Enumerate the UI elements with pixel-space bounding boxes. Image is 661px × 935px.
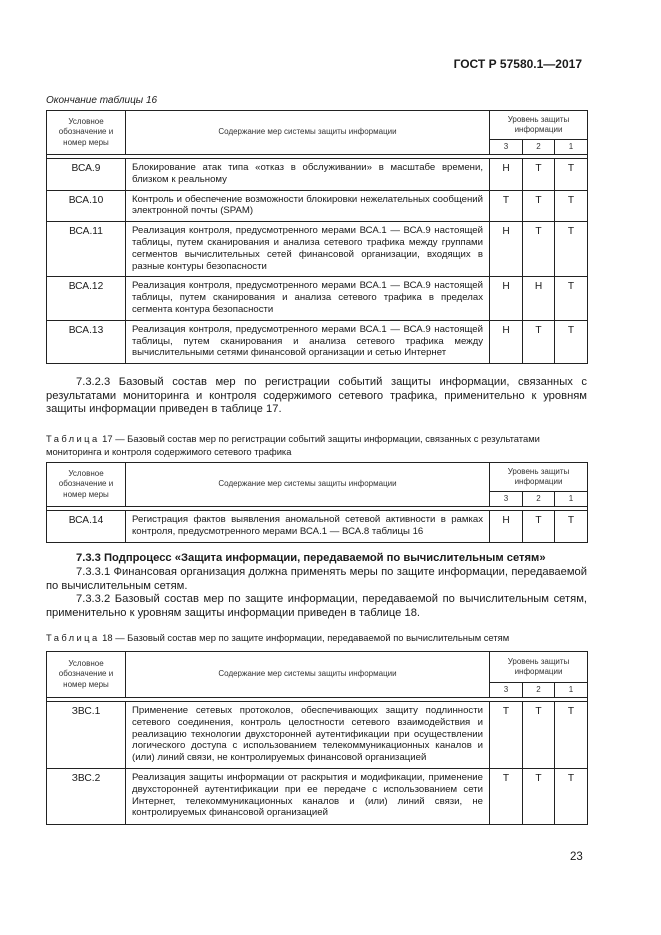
level-1-value: Т — [555, 190, 588, 222]
header-code: Условное обозначение и номер меры — [47, 111, 126, 155]
table-16 — [46, 110, 588, 364]
measure-text: Реализация защиты информации от раскрытия и модификации, применение двухсторонней аутентификации при ее передаче с использованием сети Интернет, телекоммуникационных каналов и (или) линий связи, не контролируемых финансовой организацией — [126, 768, 490, 824]
table-row — [47, 768, 588, 824]
table-row — [47, 190, 588, 222]
header-level-2: 2 — [523, 140, 555, 155]
header-code: Условное обозначение и номер меры — [47, 652, 126, 698]
header-content: Содержание мер системы защиты информации — [126, 652, 490, 698]
paragraph-7-3-3-2: 7.3.3.2 Базовый состав мер по защите информации, передаваемой по вычислительным сетям, применительно к уровням защиты информации приведен в таблице 18. — [46, 593, 587, 619]
measure-text: Применение сетевых протоколов, обеспечивающих защиту подлинности сетевого соединения, контроль целостности сетевого взаимодействия и реализацию технологии двухсторонней аутентификации при осуществлении логического доступа с использованием телекоммуникационных каналов и (или) линий связи, не контролируемых финансовой организацией — [126, 702, 490, 769]
level-1-value: Т — [555, 159, 588, 191]
measure-code: ВСА.9 — [47, 159, 126, 191]
level-3-value: Н — [490, 511, 523, 543]
measure-text: Реализация контроля, предусмотренного мерами ВСА.1 — ВСА.9 настоящей таблицы, путем сканирования и анализа сетевого трафика в пределах сегмента контура безопасности — [126, 277, 490, 320]
level-1-value: Т — [555, 511, 588, 543]
level-3-value: Т — [490, 702, 523, 769]
header-level-3: 3 — [490, 492, 523, 507]
table-row — [47, 277, 588, 320]
level-3-value: Н — [490, 222, 523, 277]
level-3-value: Н — [490, 320, 523, 363]
measure-code: ЗВС.1 — [47, 702, 126, 769]
level-2-value: Т — [523, 768, 555, 824]
header-level: Уровень защиты информации — [490, 463, 588, 492]
table16-end-caption: Окончание таблицы 16 — [46, 95, 158, 106]
table-row — [47, 702, 588, 769]
table17-caption-text: 17 — Базовый состав мер по регистрации событий защиты информации, связанных с результатами мониторинга и контроля содержимого сетевого трафика — [46, 433, 540, 457]
header-level-1: 1 — [555, 492, 588, 507]
level-3-value: Т — [490, 768, 523, 824]
level-1-value: Т — [555, 702, 588, 769]
measure-text: Реализация контроля, предусмотренного мерами ВСА.1 — ВСА.9 настоящей таблицы, путем сканирования и анализа сетевого трафика между группами сегментов вычислительных сетей финансовой организации, входящих в разные контуры безопасности — [126, 222, 490, 277]
table-row — [47, 511, 588, 543]
header-level: Уровень защиты информации — [490, 111, 588, 140]
level-2-value: Т — [523, 702, 555, 769]
level-2-value: Н — [523, 277, 555, 320]
table-row — [47, 222, 588, 277]
section-7-3-3-title: 7.3.3 Подпроцесс «Защита информации, передаваемой по вычислительным сетям» — [76, 552, 546, 564]
measure-code: ВСА.11 — [47, 222, 126, 277]
level-2-value: Т — [523, 159, 555, 191]
level-1-value: Т — [555, 320, 588, 363]
measure-text: Регистрация фактов выявления аномальной сетевой активности в рамках контроля, предусмотренного мерами ВСА.1 — ВСА.8 таблицы 16 — [126, 511, 490, 543]
table17-caption — [46, 432, 587, 458]
header-level: Уровень защиты информации — [490, 652, 588, 683]
header-content: Содержание мер системы защиты информации — [126, 111, 490, 155]
paragraph-7-3-2-3: 7.3.2.3 Базовый состав мер по регистрации событий защиты информации, связанных с результатами мониторинга и контроля содержимого сетевого трафика, применительно к уровням защиты информации приведен в таблице 17. — [46, 376, 587, 415]
level-2-value: Т — [523, 320, 555, 363]
level-1-value: Т — [555, 768, 588, 824]
header-level-1: 1 — [555, 683, 588, 698]
table-17 — [46, 462, 588, 543]
measure-code: ВСА.12 — [47, 277, 126, 320]
level-1-value: Т — [555, 277, 588, 320]
document-header: ГОСТ Р 57580.1—2017 — [453, 57, 582, 71]
measure-text: Реализация контроля, предусмотренного мерами ВСА.1 — ВСА.9 настоящей таблицы, путем сканирования и анализа сетевого трафика между вычислительными сетями финансовой организации и сетью Интернет — [126, 320, 490, 363]
header-content: Содержание мер системы защиты информации — [126, 463, 490, 507]
level-2-value: Т — [523, 511, 555, 543]
level-2-value: Т — [523, 222, 555, 277]
level-2-value: Т — [523, 190, 555, 222]
measure-code: ВСА.13 — [47, 320, 126, 363]
level-1-value: Т — [555, 222, 588, 277]
header-level-3: 3 — [490, 140, 523, 155]
header-level-2: 2 — [523, 492, 555, 507]
page-number: 23 — [570, 851, 583, 863]
header-level-2: 2 — [523, 683, 555, 698]
measure-text: Блокирование атак типа «отказ в обслуживании» в масштабе времени, близком к реальному — [126, 159, 490, 191]
table17-caption-label: Таблица — [46, 433, 100, 444]
level-3-value: Т — [490, 190, 523, 222]
header-level-3: 3 — [490, 683, 523, 698]
table-18 — [46, 651, 588, 825]
table-row — [47, 159, 588, 191]
paragraph-7-3-3-1: 7.3.3.1 Финансовая организация должна применять меры по защите информации, передаваемой по вычислительным сетям. — [46, 566, 587, 592]
measure-code: ВСА.10 — [47, 190, 126, 222]
level-3-value: Н — [490, 277, 523, 320]
table18-caption-text: 18 — Базовый состав мер по защите информации, передаваемой по вычислительным сетям — [102, 632, 510, 643]
measure-code: ЗВС.2 — [47, 768, 126, 824]
header-level-1: 1 — [555, 140, 588, 155]
table18-caption-label: Таблица — [46, 632, 100, 643]
header-code: Условное обозначение и номер меры — [47, 463, 126, 507]
table-row — [47, 320, 588, 363]
level-3-value: Н — [490, 159, 523, 191]
measure-code: ВСА.14 — [47, 511, 126, 543]
table18-caption — [46, 631, 606, 644]
measure-text: Контроль и обеспечение возможности блокировки нежелательных сообщений электронной почты (SPAM) — [126, 190, 490, 222]
